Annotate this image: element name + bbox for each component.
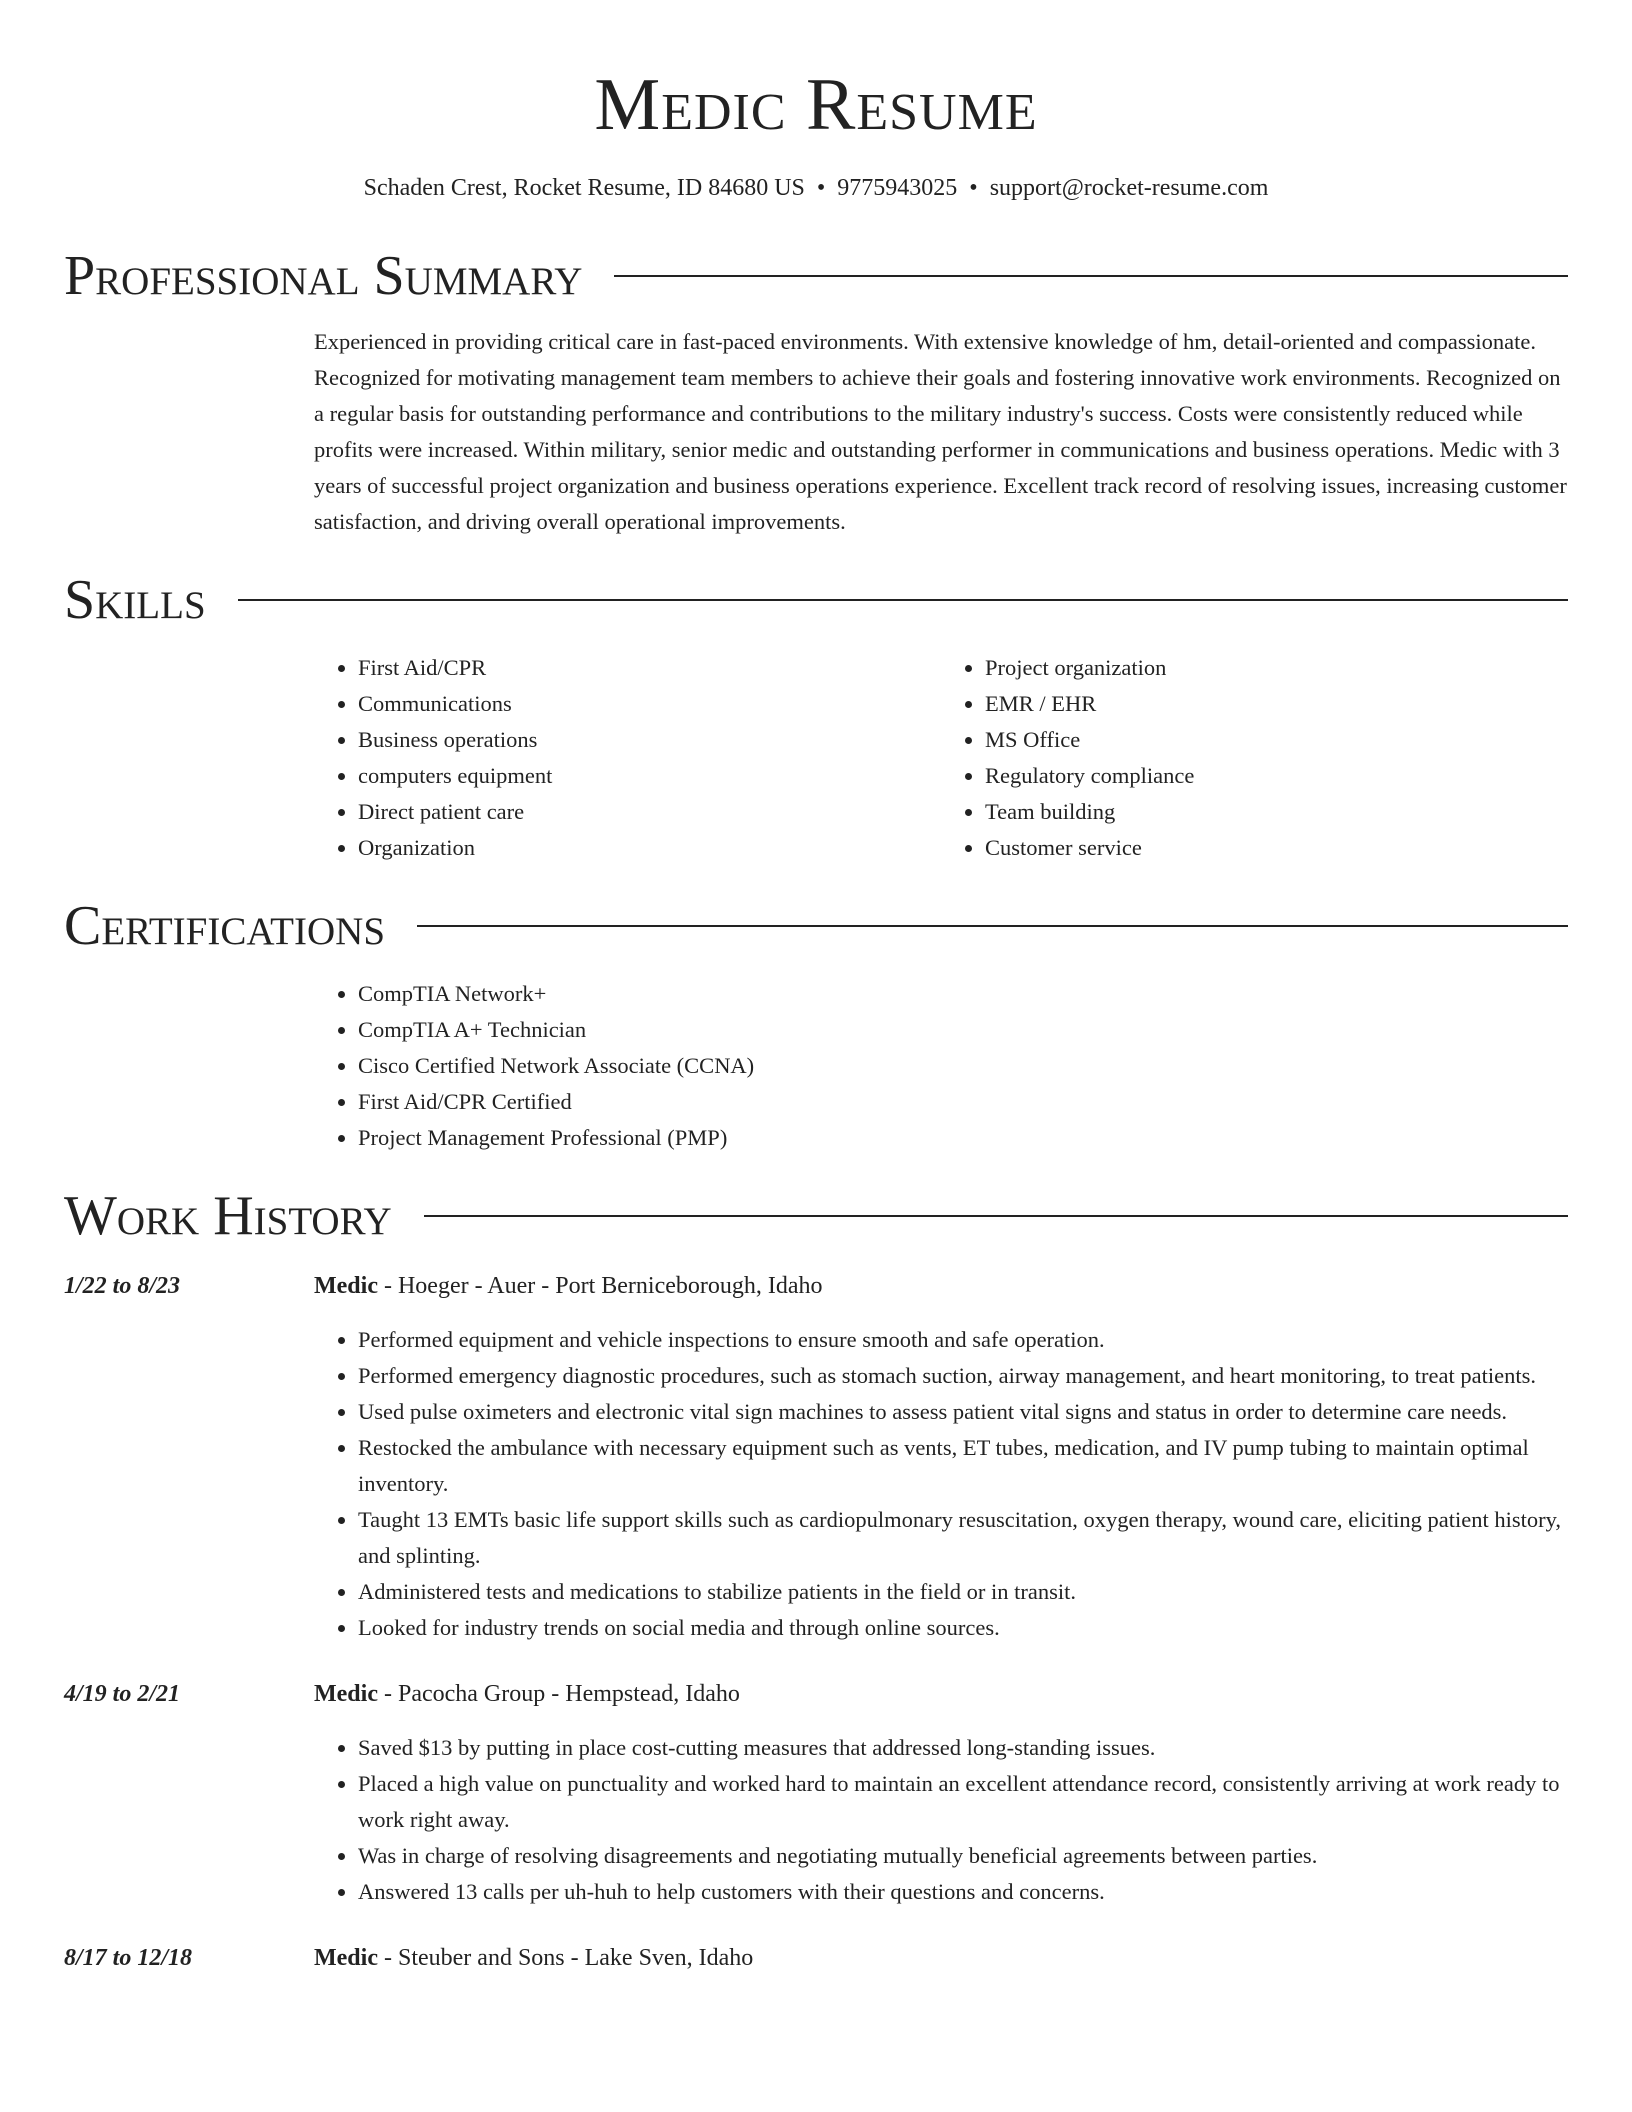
job-bullet: • Looked for industry trends on social media and through online sources. xyxy=(358,1610,1568,1646)
job-bullet: • Used pulse oximeters and electronic vital sign machines to assess patient vital signs and status in order to determine care needs. xyxy=(358,1394,1568,1430)
job-bullet: • Administered tests and medications to stabilize patients in the field or in transit. xyxy=(358,1574,1568,1610)
job-bullets xyxy=(314,1730,1568,1910)
job-bullets xyxy=(314,1322,1568,1646)
skill-item: • Team building xyxy=(985,794,1568,830)
skill-item: • MS Office xyxy=(985,722,1568,758)
certification-item: • Cisco Certified Network Associate (CCNA) xyxy=(358,1048,1568,1084)
job-bullet: • Was in charge of resolving disagreements and negotiating mutually beneficial agreements between parties. xyxy=(358,1838,1568,1874)
certifications-section-header xyxy=(64,894,1568,958)
job-dates: 1/22 to 8/23 xyxy=(64,1273,181,1299)
job-bullet: • Performed emergency diagnostic procedures, such as stomach suction, airway management, and heart monitoring, to treat patients. xyxy=(358,1358,1568,1394)
section-divider xyxy=(238,599,1568,601)
contact-separator: • xyxy=(969,175,978,201)
contact-email: support@rocket-resume.com xyxy=(989,175,1269,201)
job-header xyxy=(64,1268,1568,1304)
certification-item: • CompTIA Network+ xyxy=(358,976,1568,1012)
skill-item: • First Aid/CPR xyxy=(358,650,941,686)
job-entry xyxy=(64,1268,1568,1646)
job-details: - Hoeger - Auer - Port Berniceborough, Idaho xyxy=(377,1273,823,1299)
certifications-heading: Certifications xyxy=(64,895,386,957)
section-divider xyxy=(614,275,1568,277)
job-header xyxy=(64,1940,1568,1976)
summary-body xyxy=(314,324,1568,540)
skill-item: • EMR / EHR xyxy=(985,686,1568,722)
skill-item: • computers equipment xyxy=(358,758,941,794)
skill-item: • Business operations xyxy=(358,722,941,758)
section-divider xyxy=(424,1215,1568,1217)
job-bullet: • Saved $13 by putting in place cost-cutting measures that addressed long-standing issues. xyxy=(358,1730,1568,1766)
section-divider xyxy=(417,925,1568,927)
job-heading-line xyxy=(314,1676,740,1712)
job-bullet: • Performed equipment and vehicle inspections to ensure smooth and safe operation. xyxy=(358,1322,1568,1358)
job-entry xyxy=(64,1676,1568,1910)
job-heading-line xyxy=(314,1940,753,1976)
skills-list xyxy=(314,650,1568,866)
job-entry xyxy=(64,1940,1568,1976)
contact-line xyxy=(64,172,1568,204)
contact-phone: 9775943025 xyxy=(837,175,958,201)
skill-item: • Regulatory compliance xyxy=(985,758,1568,794)
work-section-header xyxy=(64,1184,1568,1248)
skill-item: • Direct patient care xyxy=(358,794,941,830)
summary-heading: Professional Summary xyxy=(64,245,583,307)
skills-heading: Skills xyxy=(64,569,206,631)
summary-text: Experienced in providing critical care in fast-paced environments. With extensive knowledge of hm, detail-oriented and compassionate. Recognized for motivating management team members to achieve their goals and fostering innovative work environments. Recognized on a regular basis for outstanding performance and contributions to the military industry's success. Costs were consistently reduced while profits were increased. Within military, senior medic and outstanding performer in communications and business operations. Medic with 3 years of successful project organization and business operations experience. Excellent track record of resolving issues, increasing customer satisfaction, and driving overall operational improvements. xyxy=(314,329,1567,534)
job-title: Medic xyxy=(314,1681,378,1707)
work-heading: Work History xyxy=(64,1185,392,1247)
job-details: - Pacocha Group - Hempstead, Idaho xyxy=(377,1681,740,1707)
job-title: Medic xyxy=(314,1273,378,1299)
job-heading-line xyxy=(314,1268,823,1304)
skills-column-left xyxy=(314,650,941,866)
contact-separator: • xyxy=(816,175,826,201)
job-dates: 8/17 to 12/18 xyxy=(64,1945,193,1971)
certifications-list xyxy=(314,976,1568,1156)
job-bullet: • Answered 13 calls per uh-huh to help customers with their questions and concerns. xyxy=(358,1874,1568,1910)
skills-column-right xyxy=(941,650,1568,866)
job-bullet: • Placed a high value on punctuality and worked hard to maintain an excellent attendance record, consistently arriving at work ready to work right away. xyxy=(358,1766,1568,1838)
skill-item: • Customer service xyxy=(985,830,1568,866)
resume-title: Medic Resume xyxy=(594,64,1038,146)
skill-item: • Organization xyxy=(358,830,941,866)
job-header xyxy=(64,1676,1568,1712)
resume-page xyxy=(64,0,1568,1976)
job-bullet: • Taught 13 EMTs basic life support skills such as cardiopulmonary resuscitation, oxygen therapy, wound care, eliciting patient history, and splinting. xyxy=(358,1502,1568,1574)
certification-item: • First Aid/CPR Certified xyxy=(358,1084,1568,1120)
certification-item: • Project Management Professional (PMP) xyxy=(358,1120,1568,1156)
skill-item: • Communications xyxy=(358,686,941,722)
job-bullet: • Restocked the ambulance with necessary equipment such as vents, ET tubes, medication, and IV pump tubing to maintain optimal inventory. xyxy=(358,1430,1568,1502)
certification-item: • CompTIA A+ Technician xyxy=(358,1012,1568,1048)
job-details: - Steuber and Sons - Lake Sven, Idaho xyxy=(377,1945,754,1971)
skill-item: • Project organization xyxy=(985,650,1568,686)
job-title: Medic xyxy=(314,1945,378,1971)
job-dates: 4/19 to 2/21 xyxy=(64,1681,181,1707)
skills-section-header xyxy=(64,568,1568,632)
contact-address: Schaden Crest, Rocket Resume, ID 84680 US xyxy=(363,175,805,201)
summary-section-header xyxy=(64,244,1568,308)
